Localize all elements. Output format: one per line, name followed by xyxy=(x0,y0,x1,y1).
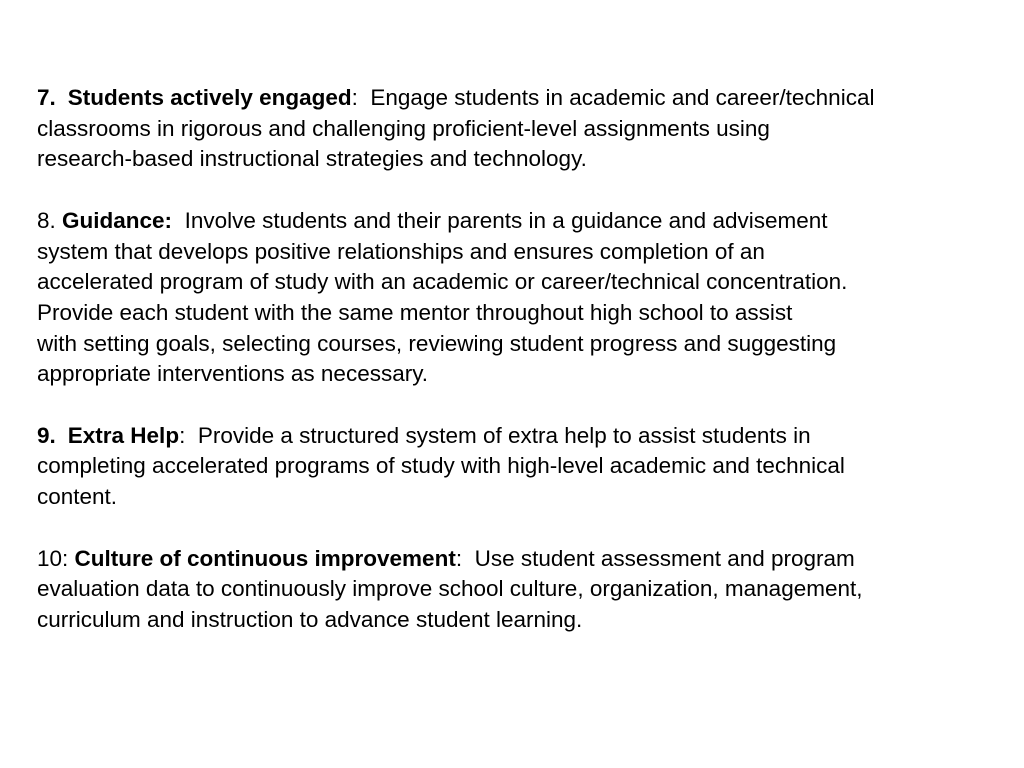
item-10 xyxy=(37,544,1007,636)
item-9-title: Extra Help xyxy=(67,422,180,448)
item-8-title: Guidance: xyxy=(62,207,173,233)
item-10-title: Culture of continuous improvement xyxy=(74,545,456,571)
item-8-text-1: Involve students and their parents in a guidance and advisement xyxy=(184,207,828,233)
item-7-title: Students actively engaged xyxy=(67,85,352,110)
item-8-number: 8. xyxy=(37,207,56,233)
item-10-text-3: curriculum and instruction to advance student learning. xyxy=(37,606,583,632)
item-9-text-1: Provide a structured system of extra help to assist students in xyxy=(197,422,811,448)
item-10-separator: : xyxy=(455,545,463,571)
item-10-number: 10: xyxy=(37,545,69,571)
item-7-text-3: research-based instructional strategies and technology. xyxy=(37,146,587,172)
item-8-text-3: accelerated program of study with an academic or career/technical concentration. xyxy=(37,269,848,295)
item-7 xyxy=(37,83,1007,175)
item-8-text-5: with setting goals, selecting courses, reviewing student progress and suggesting xyxy=(37,330,837,356)
slide-body xyxy=(37,83,1007,666)
item-10-line-1 xyxy=(37,544,1007,575)
item-8 xyxy=(37,206,1007,390)
item-10-text-2: evaluation data to continuously improve school culture, organization, management, xyxy=(37,576,863,602)
item-10-text-1: Use student assessment and program xyxy=(474,545,855,571)
item-7-text-1: Engage students in academic and career/technical xyxy=(370,85,875,110)
item-7-number: 7. xyxy=(37,85,56,110)
item-9-line-1 xyxy=(37,421,1007,452)
item-9-text-2: completing accelerated programs of study with high-level academic and technical xyxy=(37,453,845,479)
item-9 xyxy=(37,421,1007,513)
item-8-text-4: Provide each student with the same mentor throughout high school to assist xyxy=(37,299,793,325)
item-7-line-1 xyxy=(37,83,1007,114)
item-8-text-2: system that develops positive relationships and ensures completion of an xyxy=(37,238,765,264)
item-8-text-6: appropriate interventions as necessary. xyxy=(37,361,429,387)
item-9-text-3: content. xyxy=(37,484,118,510)
item-7-separator: : xyxy=(351,85,358,110)
item-7-text-2: classrooms in rigorous and challenging proficient-level assignments using xyxy=(37,115,770,141)
item-9-number: 9. xyxy=(37,422,56,448)
item-9-separator: : xyxy=(179,422,186,448)
item-8-line-1 xyxy=(37,206,1007,237)
